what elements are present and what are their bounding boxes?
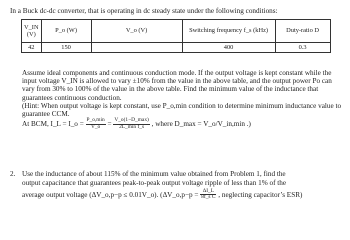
table-value-row: [22, 43, 331, 53]
parameters-table: [21, 19, 331, 53]
value-vo: [91, 43, 182, 53]
fraction-denominator: 2L_min f_s: [119, 123, 145, 130]
table-header-row: [22, 20, 331, 43]
problem-1-text: Assume ideal components and continuous conduction mode. If the output voltage is kept constant while the input voltage V_IN is allowed to vary ±10% from the value in the above table, and the output power Po can vary from 30% to 100% of the value in the above table. Find the minimum value of the inductance that guarantees continuous conduction.: [22, 69, 332, 102]
bcm-tail: , where D_max = V_o/V_in,min .): [151, 119, 251, 128]
fraction-denominator: 8f_s C: [201, 194, 216, 201]
problem-2-line-3: [10, 189, 346, 201]
value-po: 150: [41, 43, 91, 53]
header-vo: V_o (V): [91, 20, 182, 43]
header-po: P_o (W): [41, 20, 91, 43]
fraction-ripple-voltage: [200, 189, 216, 201]
fraction-ripple-current: [113, 118, 149, 130]
fraction-denominator: V_o: [90, 123, 101, 130]
value-vin: 42: [22, 43, 42, 53]
fraction-numerator: P_o,min: [86, 117, 105, 124]
header-switching-frequency: Switching frequency f_s (kHz): [182, 20, 275, 43]
equals-sign: =: [107, 119, 112, 128]
ripple-lead: average output voltage (ΔV_o,p−p ≤ 0.01V_o). (ΔV_o,p−p =: [22, 190, 199, 199]
hint-text: (Hint: When output voltage is kept constant, use P_o,min condition to determine minimum inductance value to guarantee CCM.: [22, 101, 342, 119]
header-vin: V_IN (V): [22, 20, 42, 43]
value-duty-ratio: 0.3: [275, 43, 330, 53]
problem-2-line-2: output capacitance that guarantees peak-to-peak output voltage ripple of less than 1% of the: [22, 179, 287, 188]
problem-1-body: [22, 69, 346, 130]
header-duty-ratio: Duty-ratio D: [275, 20, 330, 43]
problem-intro: In a Buck dc-dc converter, that is operating in dc steady state under the following conditions:: [10, 7, 278, 15]
fraction-numerator: V_o(1−D_max): [114, 117, 149, 124]
ripple-tail: , neglecting capacitor’s ESR): [218, 190, 303, 199]
problem-number: 2.: [10, 170, 16, 178]
bcm-lead: At BCM, I_L = I_o =: [22, 119, 84, 128]
fraction-numerator: ΔI_L: [200, 189, 216, 196]
problem-2: [10, 170, 346, 201]
value-switching-frequency: 400: [182, 43, 275, 53]
problem-2-line-1: 2. Use the inductance of about 115% of the minimum value obtained from Problem 1, find the: [10, 170, 286, 178]
bcm-equation: [22, 118, 346, 130]
fraction-po-min-over-vo: [86, 118, 106, 130]
